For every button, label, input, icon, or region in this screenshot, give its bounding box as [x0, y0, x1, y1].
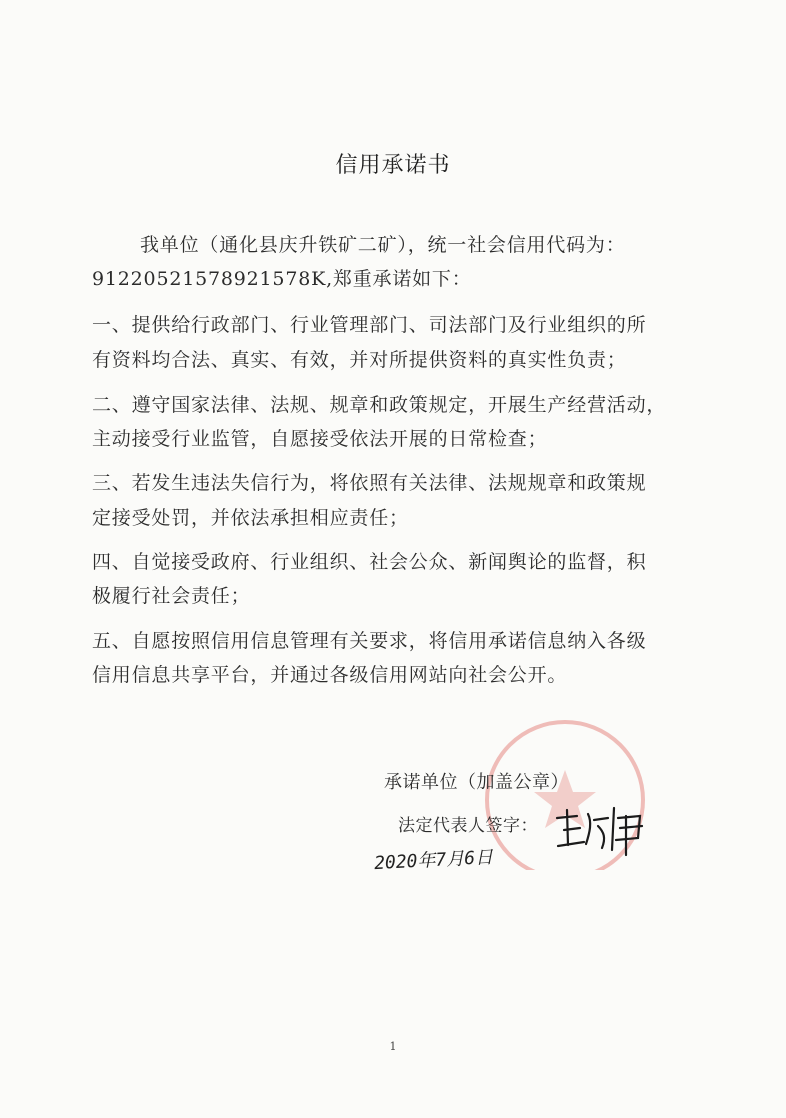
- page-number: 1: [389, 1040, 397, 1053]
- paragraph-line-11: 五、自愿按照信用信息管理有关要求，将信用承诺信息纳入各级: [92, 630, 647, 652]
- signing-date: 2020年7月6日: [373, 846, 494, 875]
- paragraph-line-9: 四、自觉接受政府、行业组织、社会公众、新闻舆论的监督，积: [92, 551, 647, 573]
- paragraph-line-6: 主动接受行业监管，自愿接受依法开展的日常检查；: [92, 428, 548, 450]
- paragraph-line-4: 有资料均合法、真实、有效，并对所提供资料的真实性负责；: [92, 349, 627, 371]
- document-title: 信用承诺书: [335, 153, 451, 178]
- signing-unit-label: 承诺单位（加盖公章）: [384, 772, 569, 793]
- handwritten-signature: [552, 800, 652, 860]
- legal-rep-signature-label: 法定代表人签字：: [398, 816, 538, 836]
- paragraph-line-7: 三、若发生违法失信行为，将依照有关法律、法规规章和政策规: [92, 472, 647, 494]
- paragraph-line-10: 极履行社会责任；: [92, 585, 251, 607]
- paragraph-line-2: 91220521578921578K,郑重承诺如下：: [92, 268, 472, 290]
- paragraph-line-1: 我单位（通化县庆升铁矿二矿），统一社会信用代码为：: [140, 234, 626, 256]
- paragraph-line-8: 定接受处罚，并依法承担相应责任；: [92, 507, 409, 529]
- paragraph-line-5: 二、遵守国家法律、法规、规章和政策规定，开展生产经营活动，: [92, 394, 667, 416]
- paragraph-line-12: 信用信息共享平台，并通过各级信用网站向社会公开。: [92, 664, 568, 686]
- paragraph-line-3: 一、提供给行政部门、行业管理部门、司法部门及行业组织的所: [92, 314, 647, 336]
